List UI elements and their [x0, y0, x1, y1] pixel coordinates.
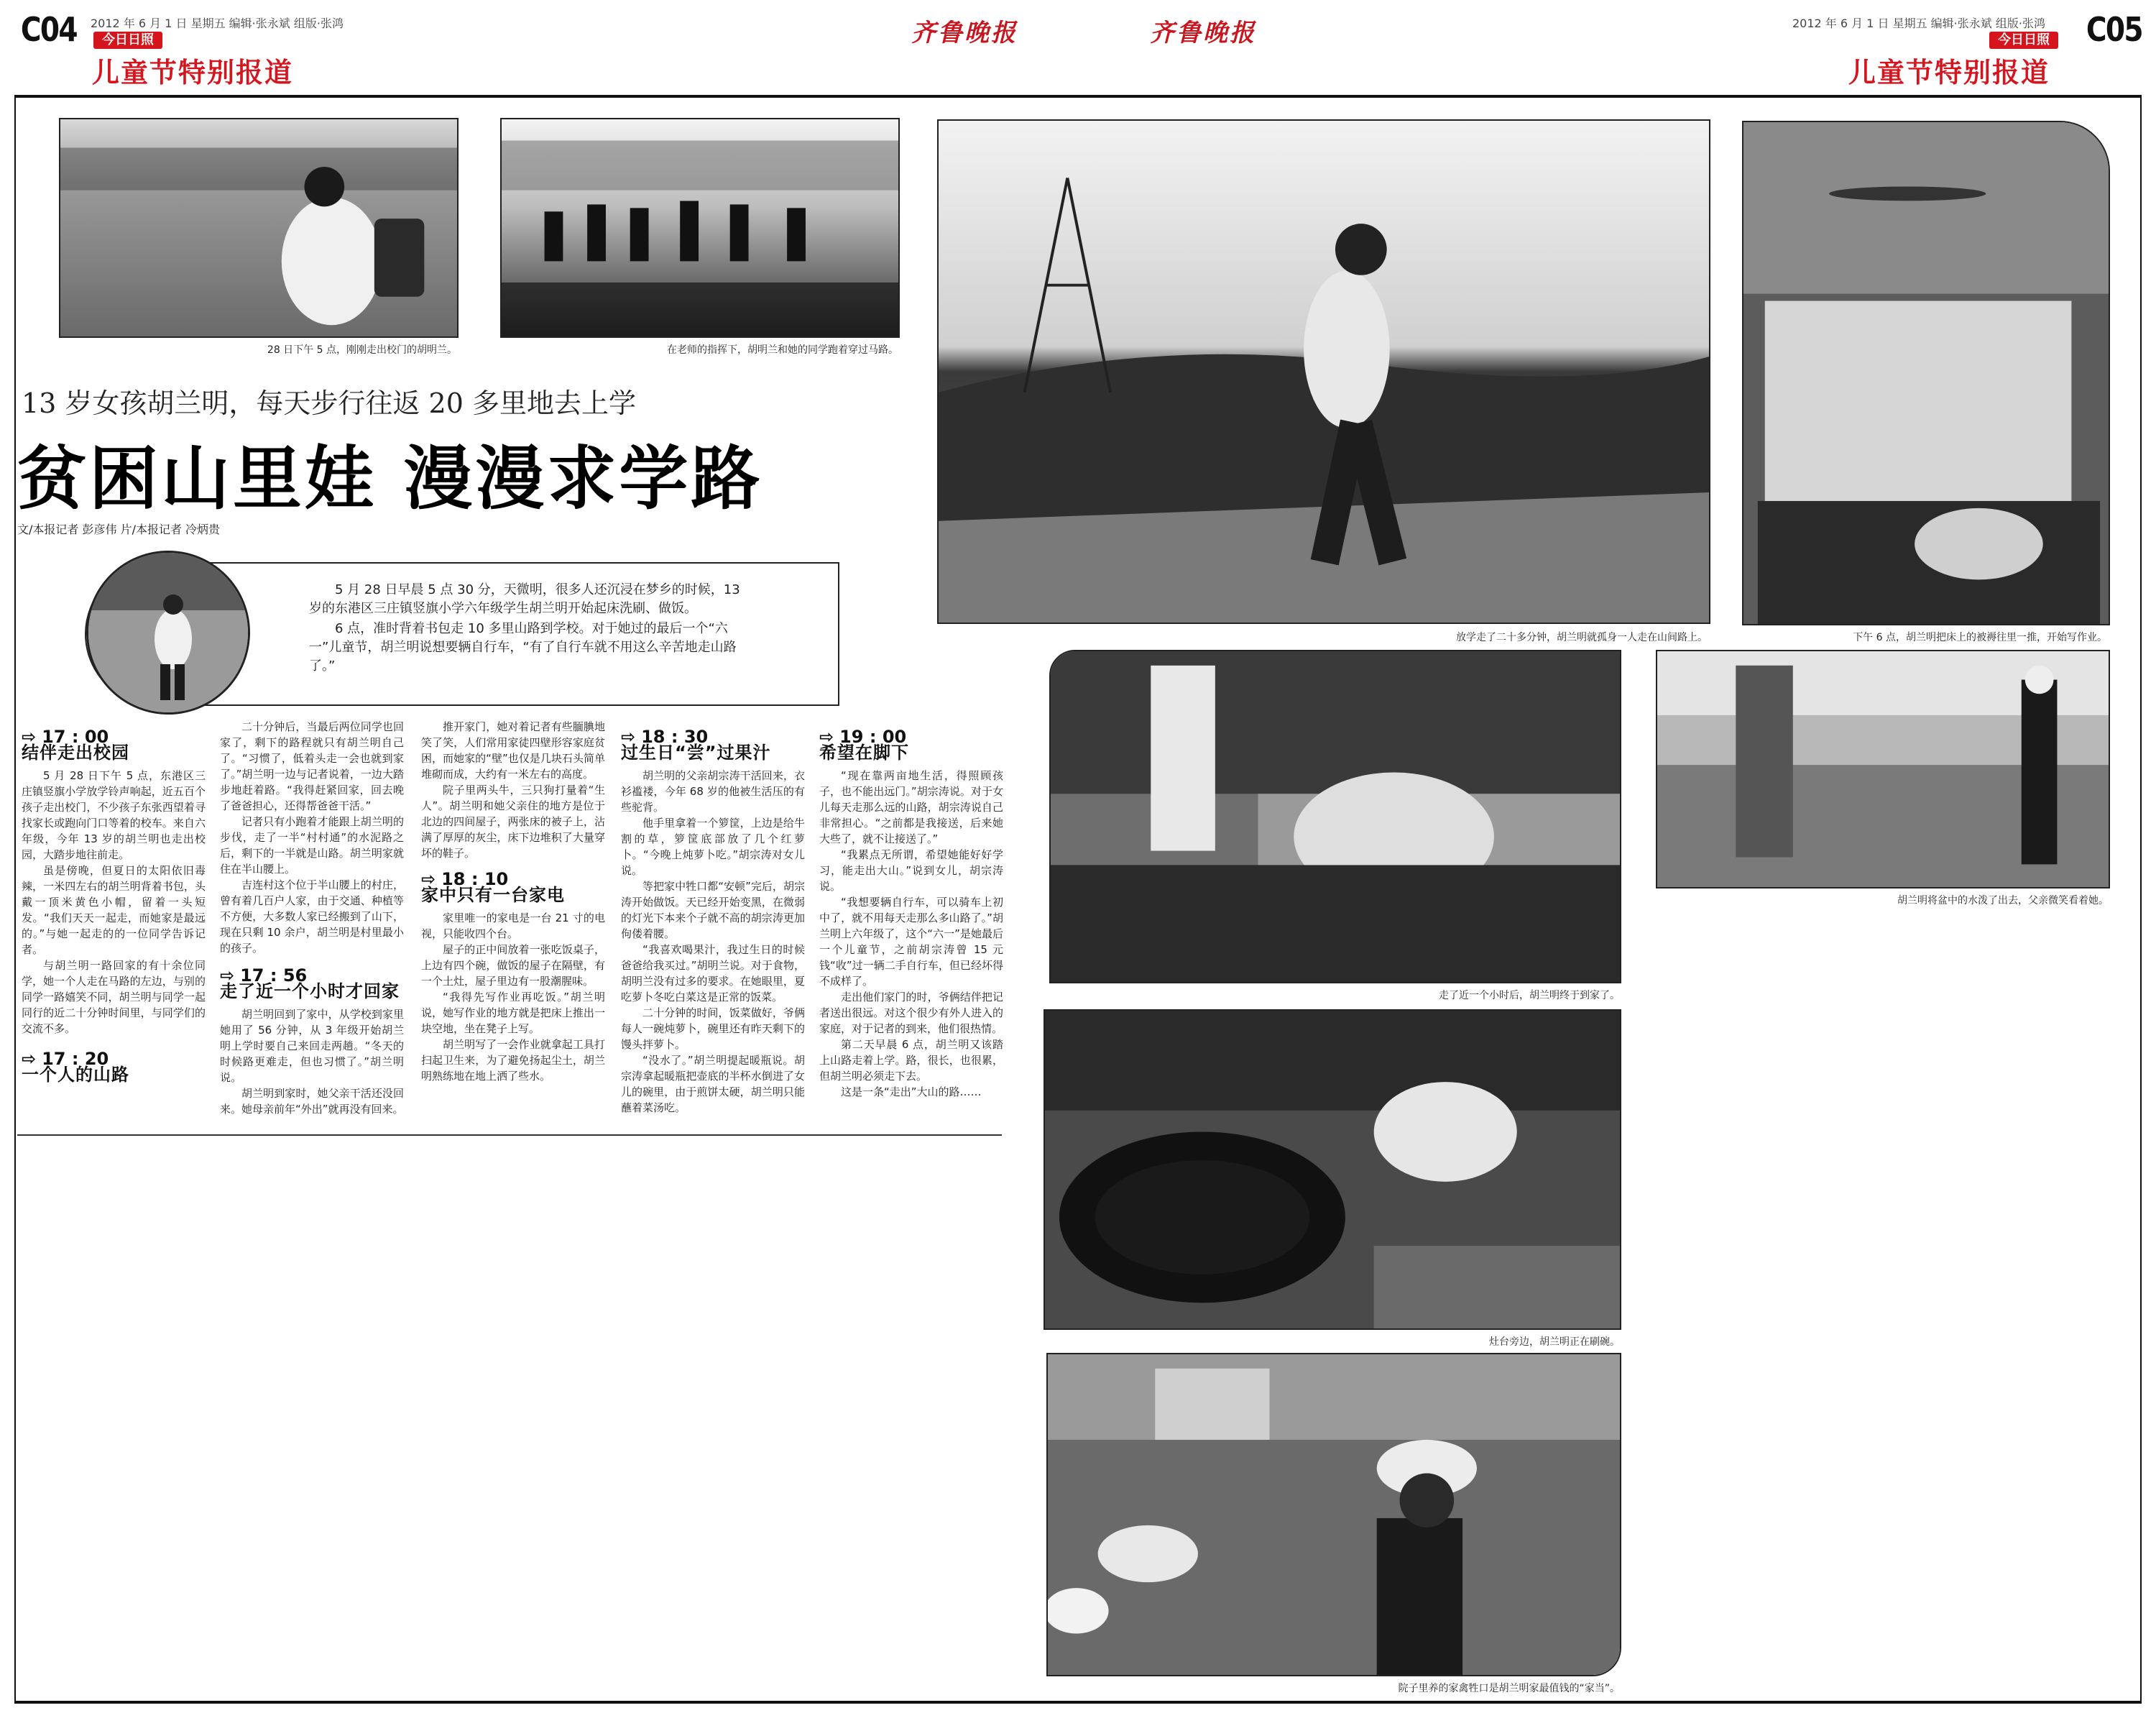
body-paragraph: “我得先写作业再吃饭。”胡兰明说，她写作业的地方就是把床上推出一块空地，坐在凳子上写。: [421, 991, 605, 1035]
body-paragraph: “现在靠两亩地生活，得照顾孩子，也不能出远门。”胡宗涛说。对于女儿每天走那么远的山路，胡宗涛说自己非常担心。“之前都是我接送，后来她大些了，就不让接送了。”: [819, 769, 1003, 845]
body-paragraph: 院子里两头牛，三只狗打量着“生人”。胡兰明和她父亲住的地方是位于北边的四间屋子，两张床的被子上，沾满了厚厚的灰尘，床下边堆积了大量穿坏的鞋子。: [421, 784, 605, 860]
footer-rule: [14, 1701, 2142, 1704]
body-paragraph: 这是一条“走出”大山的路……: [841, 1085, 982, 1098]
paper-logo-left: 齐鲁晚报: [911, 19, 1018, 47]
section-subtitle: 结伴走出校园: [22, 743, 129, 763]
lead-paragraph: 5 月 28 日早晨 5 点 30 分，天微明，很多人还沉浸在梦乡的时候，13 岁的东港区三庄镇竖旗小学六年级学生胡兰明开始起床洗刷、做饭。: [309, 582, 740, 616]
body-paragraph: 家里唯一的家电是一台 21 寸的电视，只能收四个台。: [421, 911, 605, 940]
article-column-1: [22, 725, 206, 1090]
body-paragraph: 胡兰明的父亲胡宗涛干活回来，衣衫褴褛，今年 68 岁的他被生活压的有些驼背。: [621, 769, 805, 814]
caption-arrived-home: 走了近一个小时后，胡兰明终于到家了。: [1439, 990, 1620, 1001]
body-paragraph: 5 月 28 日下午 5 点，东港区三庄镇竖旗小学放学铃声响起，近五百个孩子走出校门，不少孩子东张西望着寻找家长或跑向门口等着的校车。来自六年级，今年 13 岁的胡兰明也走出校园，大踏步地往前走。: [22, 769, 206, 861]
body-paragraph: 推开家门，她对着记者有些腼腆地笑了笑，人们常用家徒四壁形容家庭贫困，而她家的“壁”也仅是几块石头简单堆砌而成，大约有一米左右的高度。: [421, 720, 605, 781]
caption-mountain-road: 放学走了二十多分钟，胡兰明就孤身一人走在山间路上。: [1456, 632, 1708, 643]
body-paragraph: 胡兰明写了一会作业就拿起工具打扫起卫生来，为了避免扬起尘土，胡兰明熟练地在地上洒了些水。: [421, 1038, 605, 1083]
body-paragraph: “我喜欢喝果汁，我过生日的时候爸爸给我买过。”胡明兰说。对于食物，胡明兰没有过多的要求。在她眼里，夏吃萝卜冬吃白菜这是正常的饭菜。: [621, 943, 805, 1004]
photo-crossing-road: [500, 118, 900, 338]
caption-homework-bed: 下午 6 点，胡兰明把床上的被褥往里一推，开始写作业。: [1853, 632, 2107, 643]
body-paragraph: 与胡兰明一路回家的有十余位同学，她一个人走在马路的左边，与别的同学一路嬉笑不同，胡兰明与同学一起同行的近二十分钟时间里，与同学们的交流不多。: [22, 959, 206, 1035]
body-paragraph: 屋子的正中间放着一张吃饭桌子，上边有四个碗，做饭的屋子在隔壁，有一个土灶，屋子里边有一股潮腥味。: [421, 943, 605, 988]
photo-livestock-yard: [1046, 1353, 1621, 1676]
arrow-right-icon: ⇨: [621, 727, 636, 747]
lead-text: [309, 581, 740, 677]
caption-livestock-yard: 院子里养的家禽牲口是胡兰明家最值钱的“家当”。: [1398, 1683, 1620, 1694]
photo-homework-bed: [1742, 121, 2110, 625]
arrow-right-icon: ⇨: [22, 1049, 37, 1069]
body-paragraph: 等把家中牲口都“安顿”完后，胡宗涛开始做饭。天已经开始变黑，在微弱的灯光下本来个子就不高的胡宗涛更加佝偻着腰。: [621, 880, 805, 940]
paper-logo-right: 齐鲁晚报: [1150, 19, 1256, 47]
arrow-right-icon: ⇨: [819, 727, 834, 747]
arrow-right-icon: ⇨: [22, 727, 37, 747]
body-paragraph: 二十分钟的时间，饭菜做好，爷俩每人一碗炖萝卜，碗里还有昨天剩下的馒头拌萝卜。: [621, 1006, 805, 1051]
photo-washing-dishes: [1044, 1009, 1621, 1330]
frame-left: [14, 98, 16, 1701]
caption-pouring-water: 胡兰明将盆中的水泼了出去，父亲微笑看着她。: [1897, 895, 2109, 906]
time-label: 19 : 00: [839, 727, 907, 747]
body-paragraph: 胡兰明回到了家中，从学校到家里她用了 56 分钟，从 3 年级开始胡兰明上学时要自己来回走两趟。“冬天的时候路更难走，但也习惯了。”胡兰明说。: [220, 1008, 404, 1084]
right-section-tag: 今日日照: [1989, 32, 2058, 49]
body-paragraph: “我累点无所谓，希望她能好好学习，能走出大山。”说到女儿，胡宗涛说。: [819, 848, 1003, 893]
left-section-title: 儿童节特别报道: [92, 57, 294, 88]
time-label: 17 : 20: [42, 1049, 109, 1069]
body-paragraph: 二十分钟后，当最后两位同学也回家了，剩下的路程就只有胡兰明自己了。“习惯了，低着头走一会也就到家了。”胡兰明一边与记者说着，一边大踏步地赶着路。“我得赶紧回家，回去晚了爸爸担心，还得帮爸爸干活。”: [220, 720, 404, 812]
photo-mountain-road: [937, 119, 1710, 624]
article-column-3: [421, 719, 605, 1084]
body-paragraph: 胡兰明到家时，她父亲干活还没回来。她母亲前年“外出”就再没有回来。: [220, 1087, 404, 1116]
frame-right: [2140, 98, 2142, 1701]
header-rule: [14, 95, 2142, 98]
section-subtitle: 家中只有一台家电: [421, 885, 565, 905]
section-subtitle: 希望在脚下: [819, 743, 909, 763]
body-paragraph: 走出他们家门的时，爷俩结伴把记者送出很远。对这个很少有外人进入的家庭，对于记者的到来，他们很热情。: [819, 991, 1003, 1035]
article-column-5: [819, 725, 1003, 1100]
article-headline: 贫困山里娃 漫漫求学路: [17, 438, 763, 519]
photo-arrived-home: [1049, 650, 1621, 983]
time-label: 18 : 10: [441, 869, 509, 889]
left-section-tag: 今日日照: [93, 32, 162, 49]
section-subtitle: 一个人的山路: [22, 1065, 129, 1085]
right-header-meta: 2012 年 6 月 1 日 星期五 编辑·张永斌 组版·张鸿: [1792, 17, 2045, 30]
body-paragraph: “我想要辆自行车，可以骑车上初中了，就不用每天走那么多山路了。”胡兰明上六年级了，这个“六一”是她最后一个儿童节，之前胡宗涛曾 15 元钱“收”过一辆二手自行车，但已经坏得不成样了。: [819, 896, 1003, 988]
time-label: 18 : 30: [641, 727, 709, 747]
body-paragraph: 他手里拿着一个箩筐，上边是给牛割的草，箩筐底部放了几个红萝卜。“今晚上炖萝卜吃。”胡宗涛对女儿说。: [621, 817, 805, 877]
section-subtitle: 过生日“尝”过果汁: [621, 743, 771, 763]
time-label: 17 : 00: [42, 727, 109, 747]
article-kicker: 13 岁女孩胡兰明，每天步行往返 20 多里地去上学: [22, 387, 636, 419]
article-end-rule: [17, 1134, 1002, 1136]
photo-pouring-water: [1656, 650, 2110, 888]
caption-crossing-road: 在老师的指挥下，胡明兰和她的同学跑着穿过马路。: [667, 344, 898, 356]
body-paragraph: 第二天早晨 6 点，胡兰明又该踏上山路走着上学。路，很长，也很累，但胡兰明必须走下去。: [819, 1038, 1003, 1083]
lead-photo-girl-walking: [86, 551, 250, 715]
article-byline: 文/本报记者 彭彦伟 片/本报记者 冷炳贵: [17, 523, 221, 536]
article-column-4: [621, 725, 805, 1116]
section-subtitle: 走了近一个小时才回家: [220, 981, 400, 1001]
left-page-number: C04: [20, 10, 77, 49]
left-header-meta: 2012 年 6 月 1 日 星期五 编辑·张永斌 组版·张鸿: [91, 17, 344, 30]
right-page-number: C05: [2086, 10, 2142, 49]
lead-paragraph: 6 点，准时背着书包走 10 多里山路到学校。对于她过的最后一个“六一”儿童节，胡兰明说想要辆自行车，“有了自行车就不用这么辛苦地走山路了。”: [309, 621, 737, 674]
caption-leaving-school: 28 日下午 5 点，刚刚走出校门的胡明兰。: [267, 344, 457, 356]
body-paragraph: 记者只有小跑着才能跟上胡兰明的步伐，走了一半“村村通”的水泥路之后，剩下的一半就是山路。胡兰明家就住在半山腰上。: [220, 815, 404, 876]
article-column-2: [220, 719, 404, 1117]
body-paragraph: 吉连村这个位于半山腰上的村庄，曾有着几百户人家，由于交通、种植等不方便，大多数人家已经搬到了山下，现在只剩 10 余户，胡兰明是村里最小的孩子。: [220, 878, 404, 955]
photo-leaving-school: [59, 118, 459, 338]
time-label: 17 : 56: [240, 965, 308, 986]
right-section-title: 儿童节特别报道: [1848, 57, 2050, 88]
body-paragraph: “没水了。”胡兰明提起暖瓶说。胡宗涛拿起暖瓶把壶底的半杯水倒进了女儿的碗里，由于煎饼太硬，胡兰明只能蘸着菜汤吃。: [621, 1054, 805, 1114]
caption-washing-dishes: 灶台旁边，胡兰明正在刷碗。: [1489, 1336, 1620, 1348]
arrow-right-icon: ⇨: [220, 965, 235, 986]
arrow-right-icon: ⇨: [421, 869, 436, 889]
body-paragraph: 虽是傍晚，但夏日的太阳依旧毒辣，一米四左右的胡兰明背着书包，头戴一顶米黄色小帽，留着一头短发。“我们天天一起走，而她家是最远的。”与她一起走的的一位同学告诉记者。: [22, 864, 206, 956]
